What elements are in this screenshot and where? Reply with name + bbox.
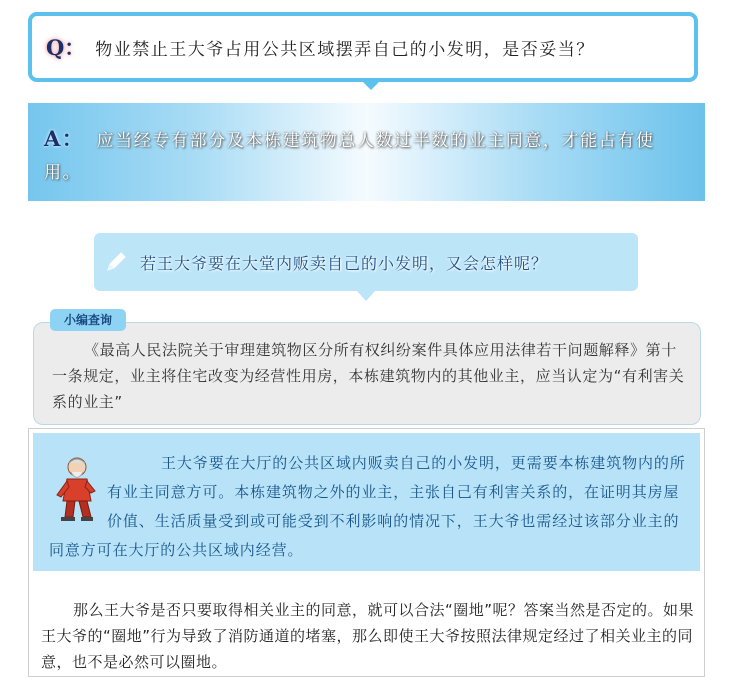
editor-note-text: 《最高人民法院关于审理建筑物区分所有权纠纷案件具体应用法律若干问题解释》第十一条规定，业主将住宅改变为经营性用房，本栋建筑物内的其他业主，应当认定为“有利害关系的业主”: [52, 341, 685, 411]
question-box: [28, 12, 698, 82]
editor-note-tag: 小编查询: [50, 309, 126, 331]
commentary-bottom-text: 那么王大爷是否只要取得相关业主的同意，就可以合法“圈地”呢？答案当然是否定的。如果王大爷的“圈地”行为导致了消防通道的堵塞，那么即使王大爷按照法律规定经过了相关业主的同意，也不是必然可以圈地。: [41, 601, 695, 671]
pencil-icon: [104, 250, 128, 274]
question-label: Q：: [46, 35, 86, 60]
editor-note-box: [33, 322, 701, 425]
sub-question-text: 若王大爷要在大堂内贩卖自己的小发明，又会怎样呢？: [140, 253, 549, 273]
old-man-figure-icon: [53, 455, 97, 523]
answer-text: 应当经专有部分及本栋建筑物总人数过半数的业主同意，才能占有使用。: [44, 131, 655, 183]
commentary-panel: [28, 428, 705, 677]
answer-box: [28, 103, 705, 201]
commentary-highlight-box: [33, 433, 700, 571]
answer-paragraph: [44, 123, 687, 189]
answer-label: A：: [44, 126, 85, 151]
question-text: 物业禁止王大爷占用公共区域摆弄自己的小发明，是否妥当？: [95, 39, 595, 60]
commentary-highlight-text: 王大爷要在大厅的公共区域内贩卖自己的小发明，更需要本栋建筑物内的所有业主同意方可。本栋建筑物之外的业主，主张自己有利害关系的，在证明其房屋价值、生活质量受到或可能受到不利影响的情况下，王大爷也需经过该部分业主的同意方可在大厅的公共区域内经营。: [49, 454, 686, 559]
sub-question-box: [94, 233, 638, 291]
